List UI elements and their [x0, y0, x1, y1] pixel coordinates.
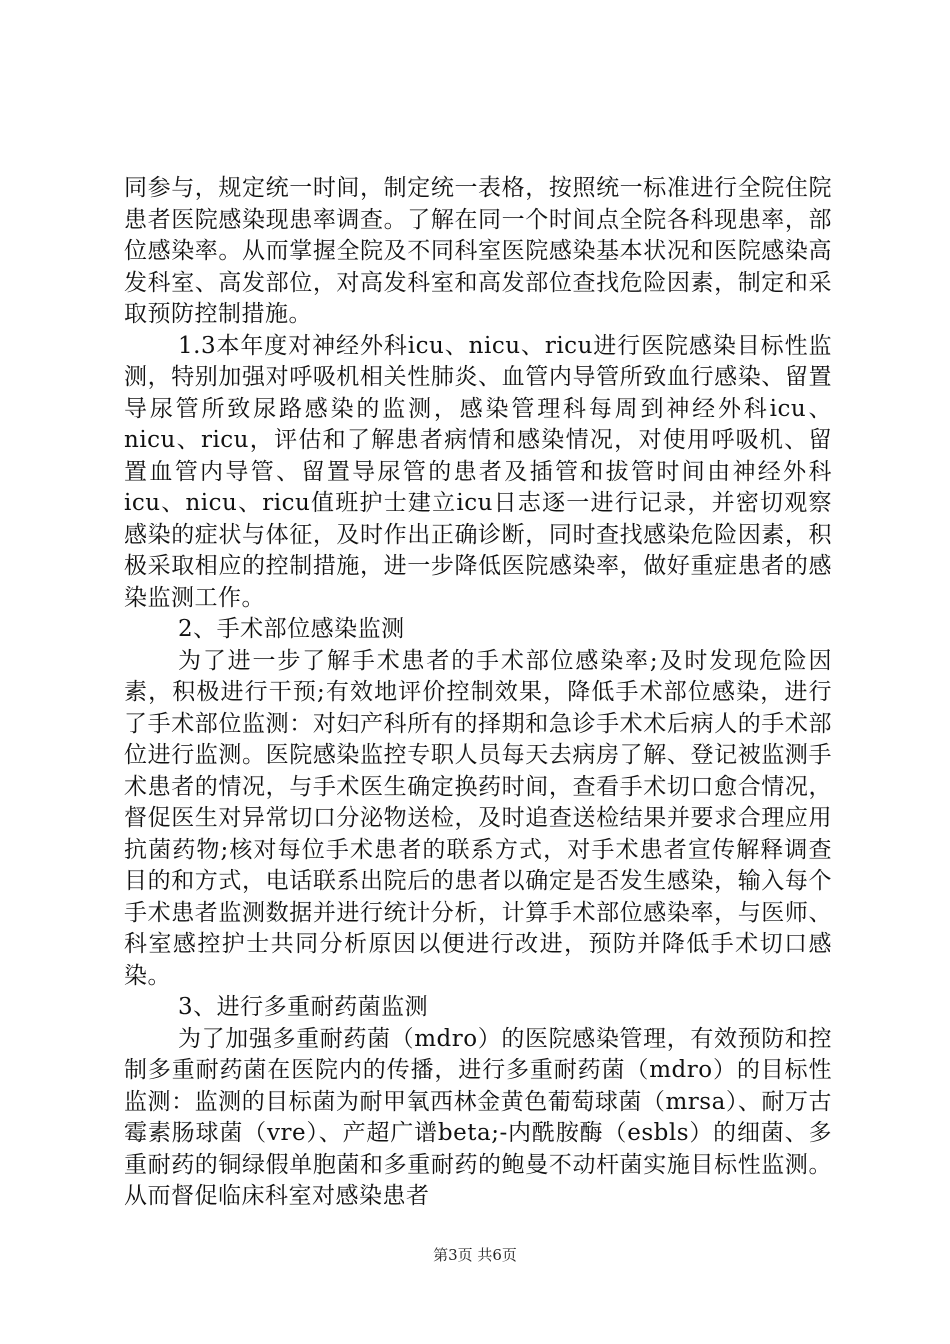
paragraph-surgical-site: 为了进一步了解手术患者的手术部位感染率;及时发现危险因素，积极进行干预;有效地评价控制效果，降低手术部位感染，进行了手术部位监测：对妇产科所有的择期和急诊手术术后病人的手术部位进行监测。医院感染监控专职人员每天去病房了解、登记被监测手术患者的情况，与手术医生确定换药时间，查看手术切口愈合情况，督促医生对异常切口分泌物送检，及时追查送检结果并要求合理应用抗菌药物;核对每位手术患者的联系方式，对手术患者宣传解释调查目的和方式，电话联系出院后的患者以确定是否发生感染，输入每个手术患者监测数据并进行统计分析，计算手术部位感染率，与医师、科室感控护士共同分析原因以便进行改进，预防并降低手术切口感染。	[124, 647, 832, 989]
paragraph-continuation: 同参与，规定统一时间，制定统一表格，按照统一标准进行全院住院患者医院感染现患率调查。了解在同一个时间点全院各科现患率，部位感染率。从而掌握全院及不同科室医院感染基本状况和医院感染高发科室、高发部位，对高发科室和高发部位查找危险因素，制定和采取预防控制措施。	[124, 175, 832, 327]
paragraph-icu-surveillance: 1.3本年度对神经外科icu、nicu、ricu进行医院感染目标性监测，特别加强对呼吸机相关性肺炎、血管内导管所致血行感染、留置导尿管所致尿路感染的监测，感染管理科每周到神经外科icu、nicu、ricu，评估和了解患者病情和感染情况，对使用呼吸机、留置血管内导管、留置导尿管的患者及插管和拔管时间由神经外科icu、nicu、ricu值班护士建立icu日志逐一进行记录，并密切观察感染的症状与体征，及时作出正确诊断，同时查找感染危险因素，积极采取相应的控制措施，进一步降低医院感染率，做好重症患者的感染监测工作。	[124, 332, 832, 611]
section-heading-surgical-site: 2、手术部位感染监测	[178, 616, 405, 642]
section-heading-mdro: 3、进行多重耐药菌监测	[178, 994, 429, 1020]
paragraph-mdro: 为了加强多重耐药菌（mdro）的医院感染管理，有效预防和控制多重耐药菌在医院内的传播，进行多重耐药菌（mdro）的目标性监测：监测的目标菌为耐甲氧西林金黄色葡萄球菌（mrsa）、耐万古霉素肠球菌（vre）、产超广谱beta;-内酰胺酶（esbls）的细菌、多重耐药的铜绿假单胞菌和多重耐药的鲍曼不动杆菌实施目标性监测。从而督促临床科室对感染患者	[124, 1025, 832, 1209]
page-number-footer: 第3页 共6页	[433, 1246, 517, 1264]
document-body	[124, 173, 832, 1213]
